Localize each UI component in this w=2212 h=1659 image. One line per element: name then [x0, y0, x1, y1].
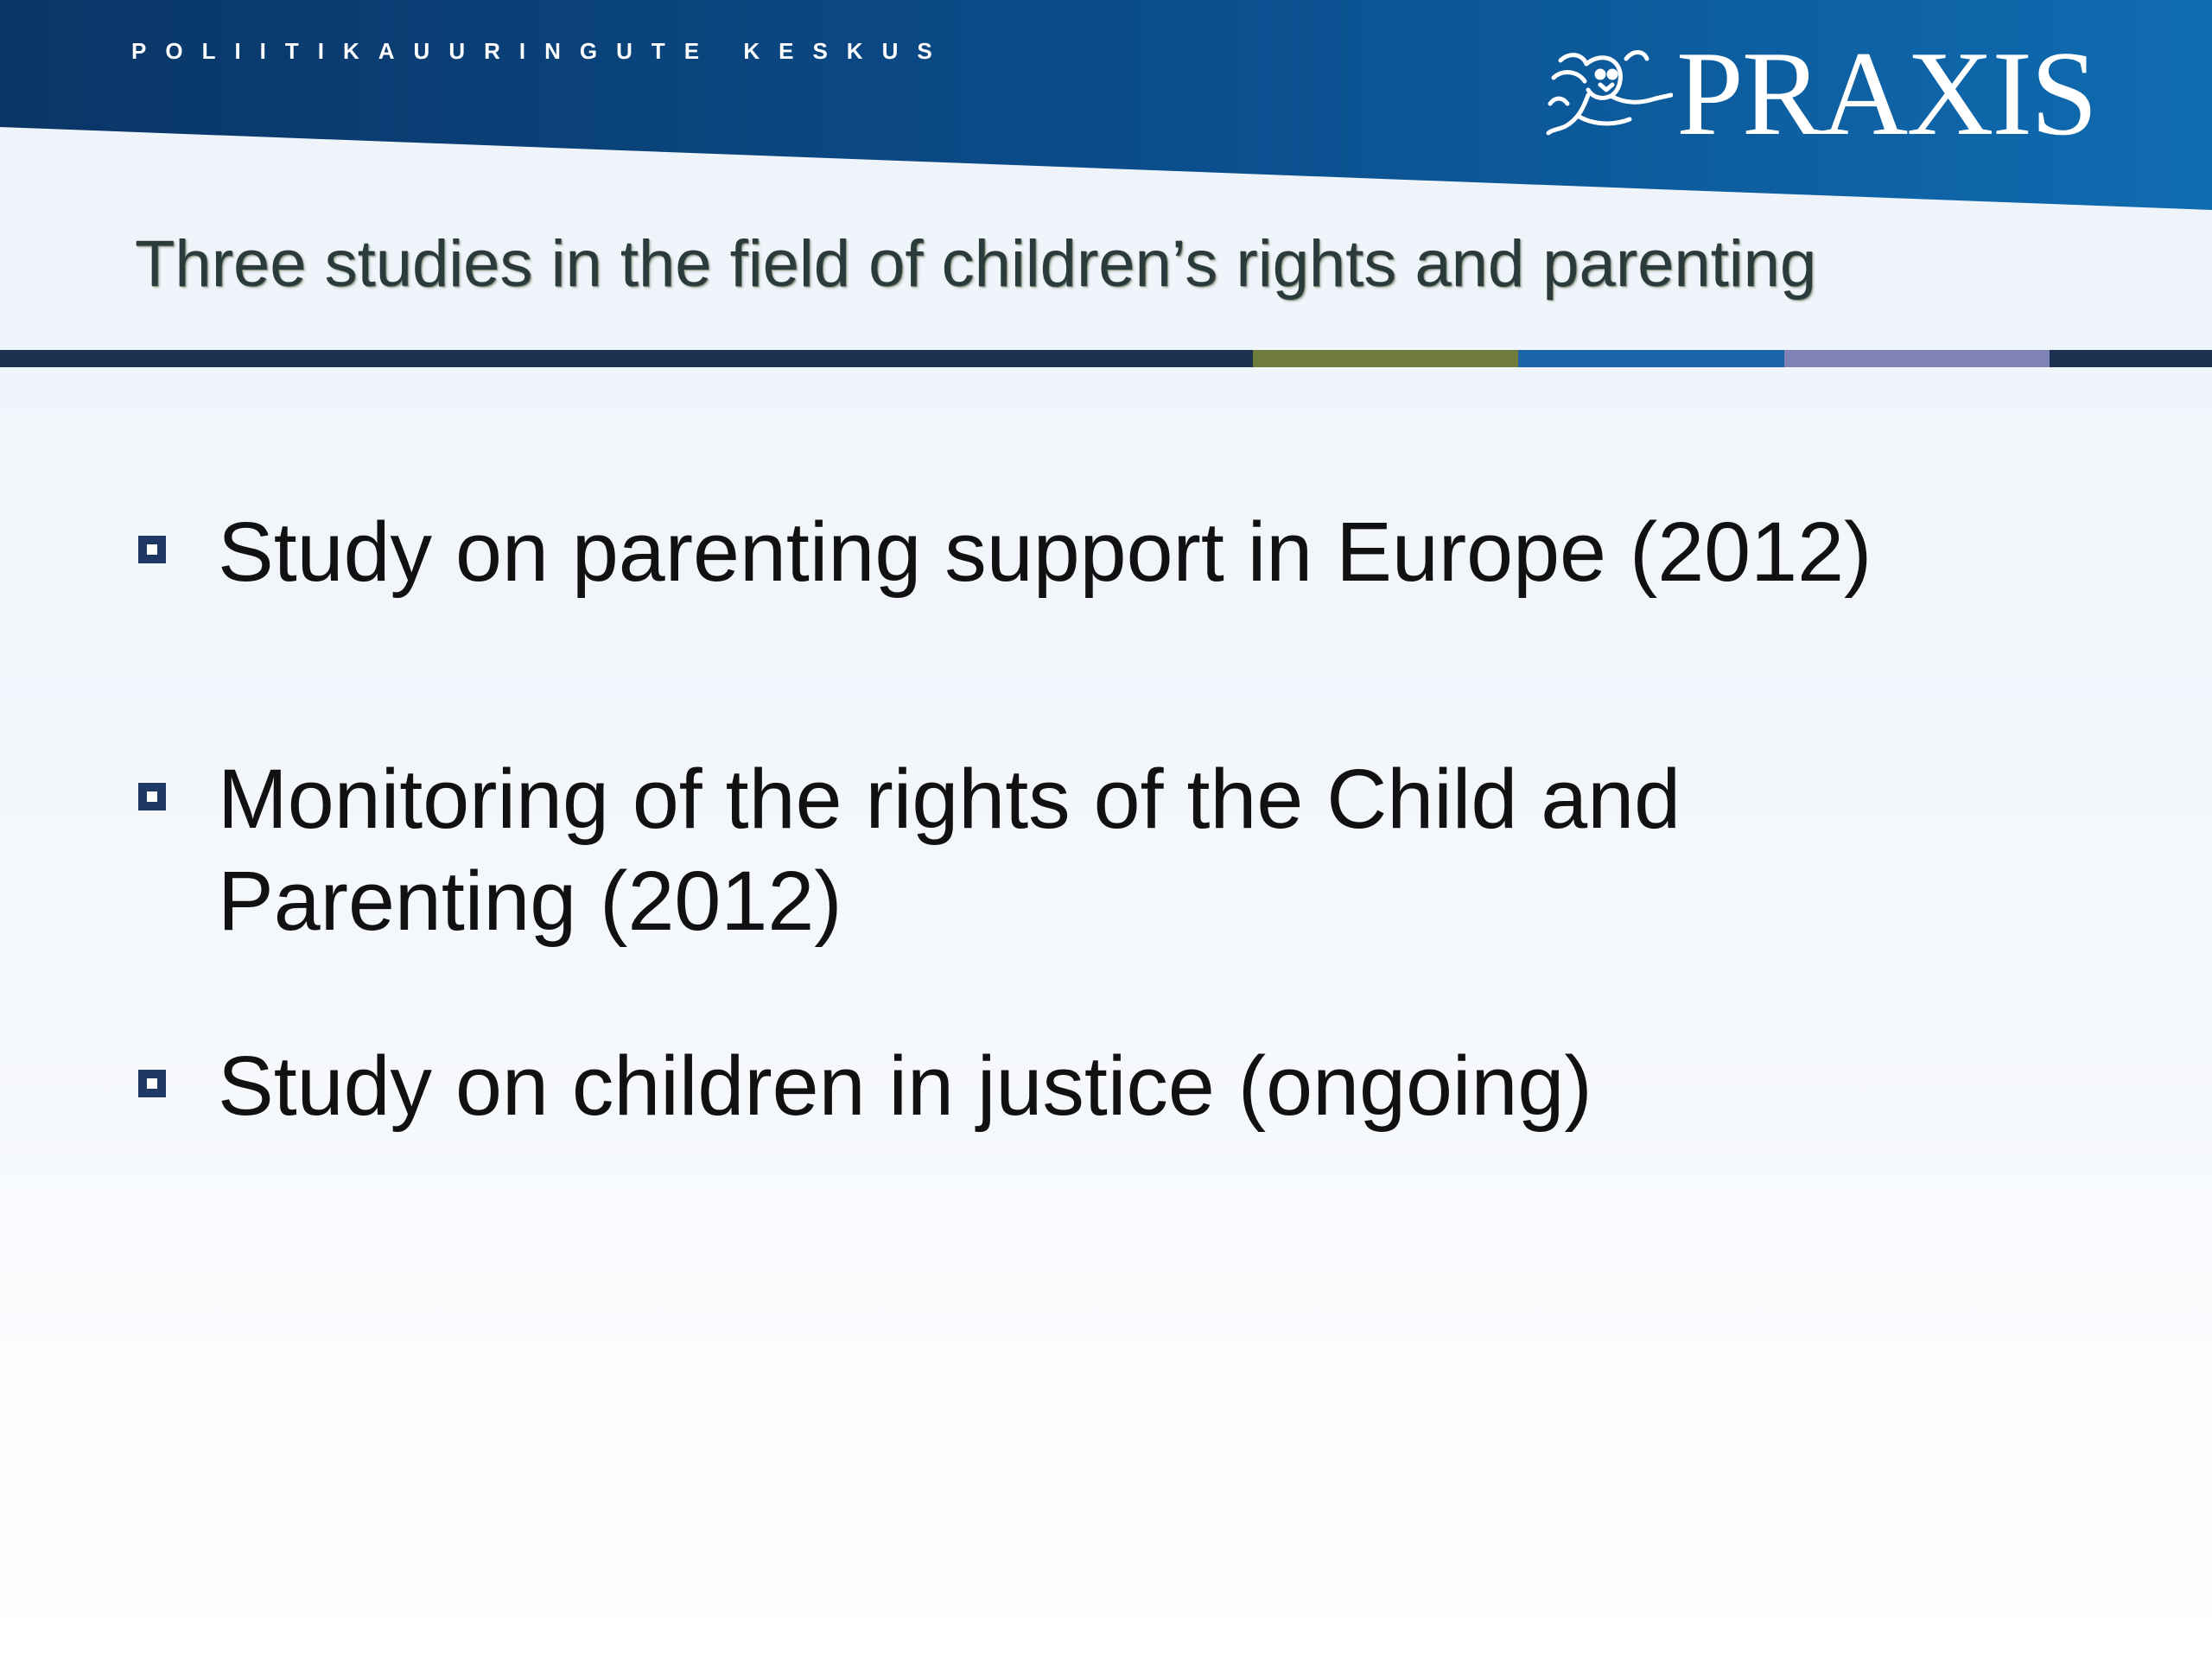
title-divider-rule [0, 350, 2212, 367]
square-bullet-icon [138, 1070, 166, 1097]
bullet-list [135, 501, 2122, 1137]
bullet-item [135, 1035, 2122, 1137]
slide-title: Three studies in the field of children’s rights and parenting [135, 227, 1817, 301]
square-bullet-icon [138, 783, 166, 810]
rule-segment-lavender [1784, 350, 2050, 367]
rule-segment-olive [1253, 350, 1518, 367]
rule-segment-blue [1518, 350, 1784, 367]
bullet-text: Study on children in justice (ongoing) [218, 1039, 1592, 1133]
praxis-logo [1543, 27, 2096, 161]
organization-tagline: POLIITIKAUURINGUTE KESKUS [131, 38, 951, 64]
bullet-item [135, 748, 1903, 952]
rule-segment-navy-end [2050, 350, 2212, 367]
bullet-text: Monitoring of the rights of the Child and Parenting (2012) [218, 752, 1681, 948]
rule-segment-navy [0, 350, 1253, 367]
lion-emblem-icon [1543, 43, 1673, 145]
square-bullet-icon [138, 536, 166, 563]
bullet-text: Study on parenting support in Europe (2012) [218, 505, 1872, 599]
logo-wordmark: PRAXIS [1676, 27, 2096, 161]
bullet-item [135, 501, 2122, 603]
